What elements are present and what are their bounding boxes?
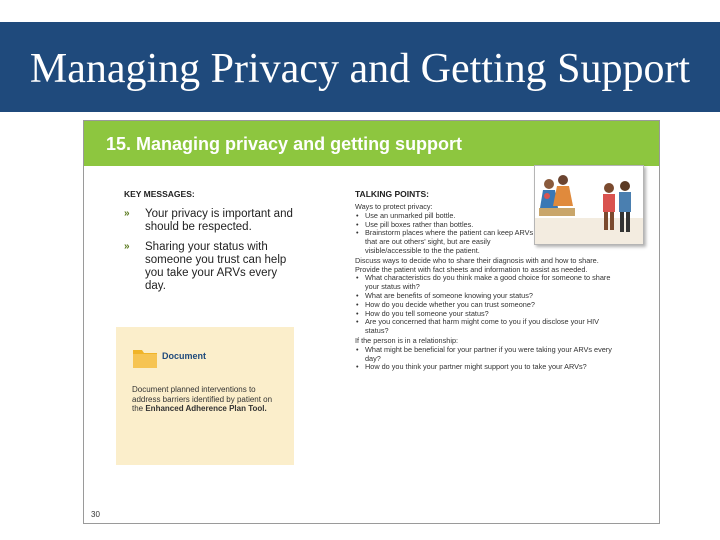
illustration-drawing [535,166,643,244]
document-text-plain: Document planned interventions to address barriers identified by patient on the [132,385,273,413]
chevron-right-icon: » [124,241,130,252]
talking-points-intro: If the person is in a relationship: [355,335,459,345]
folder-icon [132,347,158,369]
slide-title: Managing Privacy and Getting Support [29,46,691,92]
list-item: • Are you concerned that harm might come to you if you disclose your HIV status? [365,318,617,336]
page-number: 30 [91,510,100,519]
list-item: • What might be beneficial for your partner if you were taking your ARVs every day? [365,346,617,364]
list-item: • How do you think your partner might support you to take your ARVs? [365,363,617,372]
key-messages-heading: KEY MESSAGES: [124,189,195,199]
talking-points-intro: Discuss ways to decide who to share their diagnosis with and how to share. Provide the patient with fact sheets and information to assist as needed. [355,255,599,274]
list-item: • How do you tell someone your status? [365,310,617,319]
talking-points-intro: Ways to protect privacy: [355,202,433,211]
list-item: • Brainstorm places where the patient can keep ARVs that are out others' sight, but are easily visible/accessible to the the patient. [365,229,545,255]
document-text [132,385,282,414]
list-item: • What are benefits of someone knowing your status? [365,292,617,301]
disclosure-list [355,274,617,336]
document-page [83,120,660,524]
key-message-text: Your privacy is important and should be respected. [145,208,293,233]
list-item: • How do you decide whether you can trust someone? [365,301,617,310]
section-header [84,121,659,166]
talking-points-heading: TALKING POINTS: [355,189,429,199]
document-title: Document [162,351,207,361]
list-item: • What characteristics do you think make a good choice for someone to share your status with? [365,274,617,292]
document-text-bold: Enhanced Adherence Plan Tool. [145,404,267,413]
section-title: 15. Managing privacy and getting support [106,134,463,154]
relationship-list [355,346,617,372]
list-item: • Use an unmarked pill bottle. [365,212,617,221]
key-message-text: Sharing your status with someone you trust can help you take your ARVs every day. [145,241,287,292]
document-box [116,327,294,465]
people-talking-illustration [534,165,644,245]
chevron-right-icon: » [124,208,130,219]
list-item: • Use pill boxes rather than bottles. [365,221,617,230]
